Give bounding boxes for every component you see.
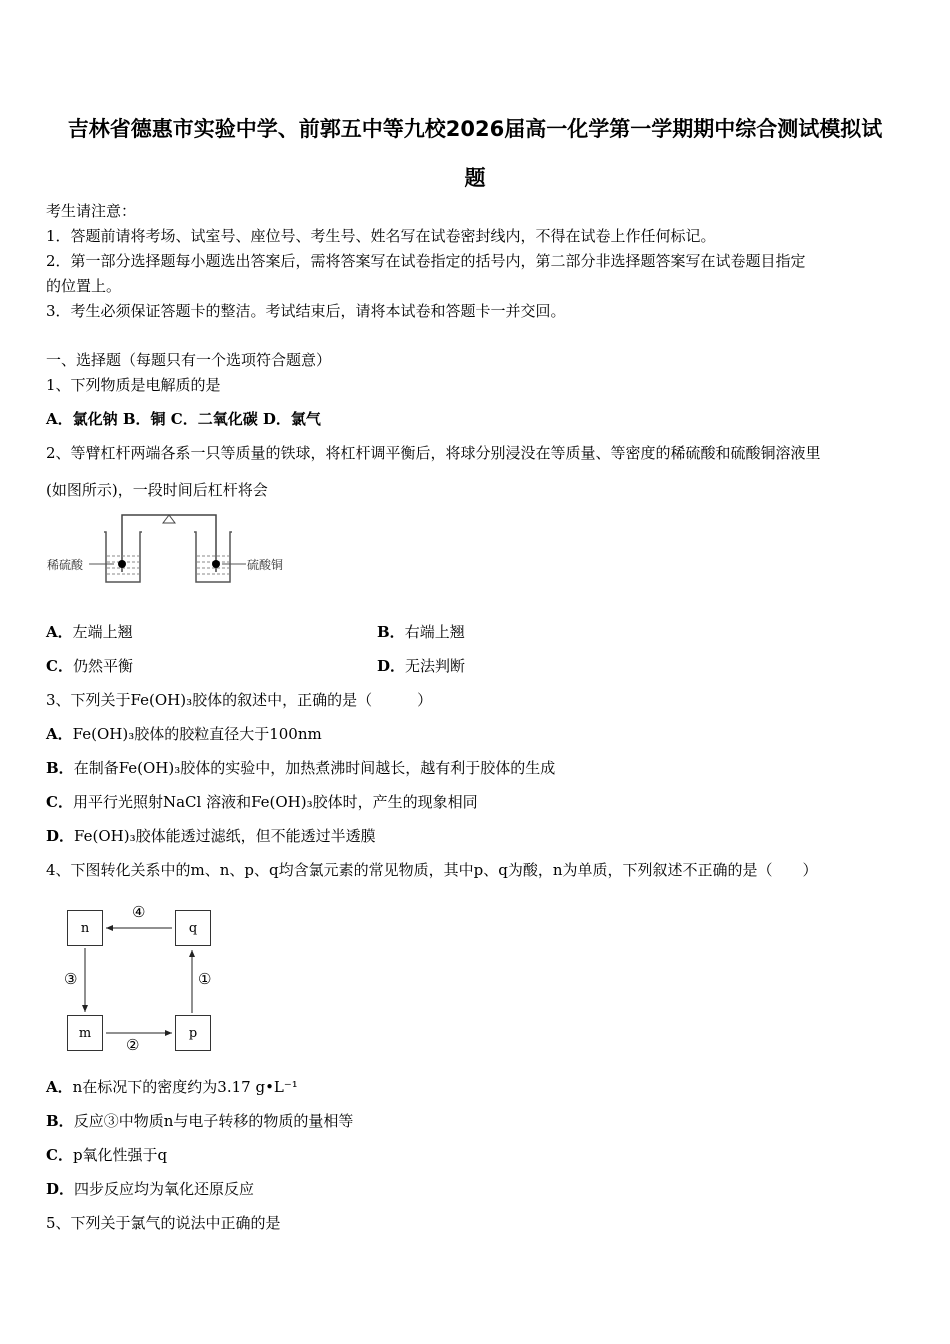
notice-heading: 考生请注意： — [46, 202, 137, 220]
q3-stem: 3、下列关于Fe(OH)₃胶体的叙述中，正确的是（ ） — [46, 691, 433, 709]
step-1-label: ① — [198, 970, 212, 988]
step-4-label: ④ — [132, 903, 146, 921]
section-heading: 一、选择题（每题只有一个选项符合题意） — [46, 351, 332, 369]
q4-option-a: A．n在标况下的密度约为3.17 g•L⁻¹ — [46, 1078, 298, 1096]
notice-item: 的位置上。 — [46, 277, 122, 295]
lever-diagram — [44, 510, 294, 590]
notice-item: 2．第一部分选择题每小题选出答案后，需将答案写在试卷指定的括号内，第二部分非选择题答案写在试卷题目指定 — [46, 252, 806, 270]
q2-option-b: B．右端上翘 — [377, 623, 465, 641]
q2-stem-cont: (如图所示)，一段时间后杠杆将会 — [46, 481, 268, 499]
q5-stem: 5、下列关于氯气的说法中正确的是 — [46, 1214, 281, 1232]
page-title-cont: 题 — [464, 166, 486, 190]
step-3-label: ③ — [64, 970, 78, 988]
node-m: m — [67, 1015, 103, 1051]
q2-option-a: A．左端上翘 — [46, 623, 133, 641]
q4-stem: 4、下图转化关系中的m、n、p、q均含氯元素的常见物质，其中p、q为酸，n为单质，下列叙述不正确的是（ ） — [46, 861, 818, 879]
page-title: 吉林省德惠市实验中学、前郭五中等九校2026届高一化学第一学期期中综合测试模拟试 — [67, 117, 883, 141]
q3-option-c: C．用平行光照射NaCl 溶液和Fe(OH)₃胶体时，产生的现象相同 — [46, 793, 478, 811]
notice-item: 1．答题前请将考场、试室号、座位号、考生号、姓名写在试卷密封线内，不得在试卷上作任何标记。 — [46, 227, 716, 245]
q4-option-b: B．反应③中物质n与电子转移的物质的量相等 — [46, 1112, 354, 1130]
q3-option-a: A．Fe(OH)₃胶体的胶粒直径大于100nm — [46, 725, 322, 743]
q3-option-b: B．在制备Fe(OH)₃胶体的实验中，加热煮沸时间越长，越有利于胶体的生成 — [46, 759, 556, 777]
q1-stem: 1、下列物质是电解质的是 — [46, 376, 221, 394]
node-p: p — [175, 1015, 211, 1051]
lever-beaker-figure — [44, 510, 294, 590]
step-2-label: ② — [126, 1036, 140, 1054]
node-q: q — [175, 910, 211, 946]
q4-option-c: C．p氧化性强于q — [46, 1146, 168, 1164]
q2-stem: 2、等臂杠杆两端各系一只等质量的铁球，将杠杆调平衡后，将球分别浸没在等质量、等密度的稀硫酸和硫酸铜溶液里 — [46, 444, 821, 462]
q2-option-c: C．仍然平衡 — [46, 657, 133, 675]
notice-item: 3．考生必须保证答题卡的整洁。考试结束后，请将本试卷和答题卡一并交回。 — [46, 302, 566, 320]
q2-option-d: D．无法判断 — [377, 657, 466, 675]
label-copper-sulfate: 硫酸铜 — [247, 558, 284, 572]
q4-option-d: D．四步反应均为氧化还原反应 — [46, 1180, 255, 1198]
q3-option-d: D．Fe(OH)₃胶体能透过滤纸，但不能透过半透膜 — [46, 827, 376, 845]
node-n: n — [67, 910, 103, 946]
conversion-diagram — [60, 900, 220, 1060]
label-dilute-sulfuric-acid: 稀硫酸 — [47, 558, 84, 572]
q1-options: A．氯化钠 B．铜 C．二氧化碳 D．氯气 — [46, 410, 321, 428]
